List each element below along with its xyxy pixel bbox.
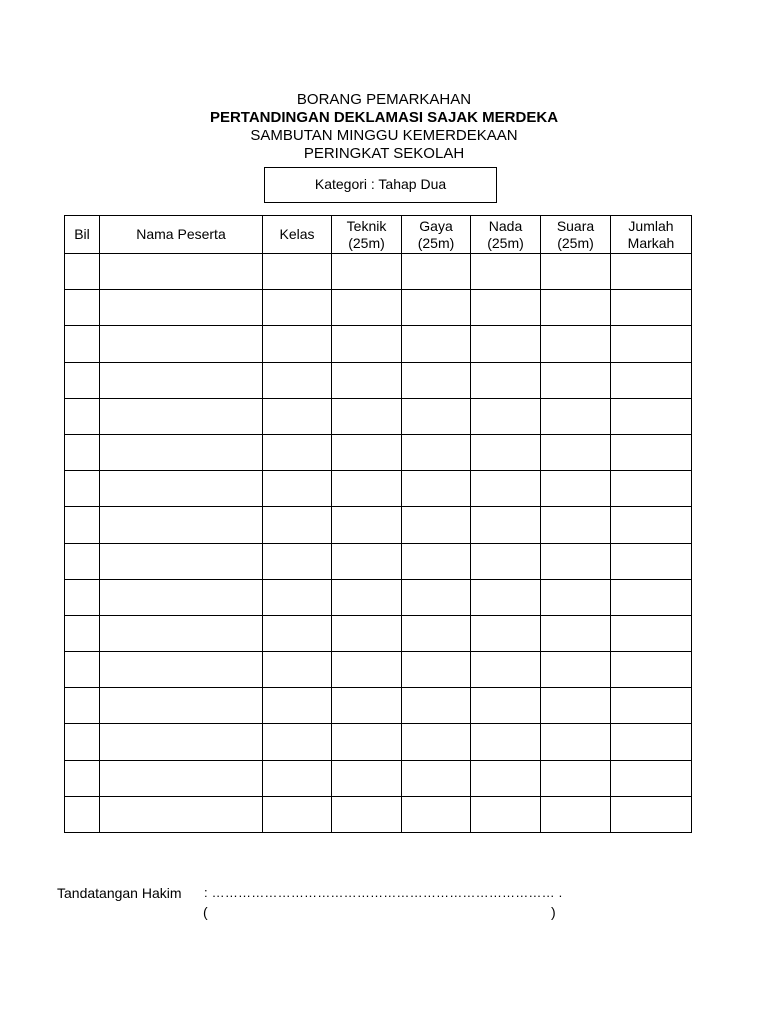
table-cell[interactable]: [65, 290, 100, 326]
table-row: [65, 434, 692, 470]
table-cell[interactable]: [263, 471, 332, 507]
competition-title: PERTANDINGAN DEKLAMASI SAJAK MERDEKA: [209, 109, 559, 126]
table-row: [65, 688, 692, 724]
table-cell[interactable]: [541, 362, 611, 398]
table-cell[interactable]: [100, 615, 263, 651]
table-cell[interactable]: [471, 796, 541, 832]
table-cell[interactable]: [65, 579, 100, 615]
table-cell[interactable]: [541, 290, 611, 326]
table-cell[interactable]: [611, 724, 692, 760]
table-cell[interactable]: [100, 796, 263, 832]
table-cell[interactable]: [100, 724, 263, 760]
table-cell[interactable]: [332, 326, 402, 362]
table-cell[interactable]: [471, 326, 541, 362]
table-cell[interactable]: [263, 760, 332, 796]
table-cell[interactable]: [402, 796, 471, 832]
table-cell[interactable]: [100, 543, 263, 579]
table-cell[interactable]: [402, 398, 471, 434]
table-cell[interactable]: [402, 254, 471, 290]
table-cell[interactable]: [611, 507, 692, 543]
col-kelas: Kelas: [263, 216, 332, 254]
table-cell[interactable]: [541, 652, 611, 688]
table-cell[interactable]: [541, 471, 611, 507]
table-cell[interactable]: [611, 543, 692, 579]
table-cell[interactable]: [332, 254, 402, 290]
table-cell[interactable]: [541, 760, 611, 796]
header-row: [65, 216, 692, 254]
table-cell[interactable]: [332, 688, 402, 724]
table-row: [65, 579, 692, 615]
table-cell[interactable]: [332, 760, 402, 796]
table-cell[interactable]: [611, 362, 692, 398]
table-row: [65, 362, 692, 398]
table-cell[interactable]: [100, 507, 263, 543]
table-row: [65, 398, 692, 434]
table-cell[interactable]: [471, 507, 541, 543]
table-cell[interactable]: [402, 579, 471, 615]
table-cell[interactable]: [332, 362, 402, 398]
table-cell[interactable]: [100, 254, 263, 290]
table-cell[interactable]: [471, 471, 541, 507]
table-cell[interactable]: [402, 362, 471, 398]
table-cell[interactable]: [541, 796, 611, 832]
table-cell[interactable]: [65, 326, 100, 362]
table-cell[interactable]: [65, 615, 100, 651]
col-suara: Suara (25m): [541, 216, 611, 254]
table-row: [65, 615, 692, 651]
table-cell[interactable]: [100, 760, 263, 796]
table-cell[interactable]: [65, 724, 100, 760]
table-cell[interactable]: [611, 688, 692, 724]
table-cell[interactable]: [611, 326, 692, 362]
table-cell[interactable]: [263, 615, 332, 651]
table-cell[interactable]: [402, 760, 471, 796]
table-cell[interactable]: [100, 652, 263, 688]
table-cell[interactable]: [611, 652, 692, 688]
table-cell[interactable]: [471, 688, 541, 724]
table-cell[interactable]: [263, 724, 332, 760]
name-close-paren: ): [551, 904, 556, 920]
table-cell[interactable]: [263, 290, 332, 326]
table-cell[interactable]: [100, 688, 263, 724]
table-cell[interactable]: [332, 579, 402, 615]
name-open-paren: (: [203, 904, 208, 920]
table-cell[interactable]: [332, 434, 402, 470]
table-cell[interactable]: [402, 471, 471, 507]
table-row: [65, 290, 692, 326]
col-teknik: Teknik (25m): [332, 216, 402, 254]
col-bil: Bil: [65, 216, 100, 254]
table-cell[interactable]: [541, 434, 611, 470]
table-cell[interactable]: [65, 398, 100, 434]
table-cell[interactable]: [611, 471, 692, 507]
table-cell[interactable]: [332, 724, 402, 760]
table-cell[interactable]: [332, 398, 402, 434]
table-cell[interactable]: [263, 579, 332, 615]
signature-label: Tandatangan Hakim: [57, 885, 182, 901]
table-row: [65, 796, 692, 832]
table-cell[interactable]: [263, 362, 332, 398]
table-cell[interactable]: [65, 362, 100, 398]
table-cell[interactable]: [471, 362, 541, 398]
table-cell[interactable]: [402, 326, 471, 362]
table-cell[interactable]: [100, 398, 263, 434]
table-row: [65, 507, 692, 543]
table-cell[interactable]: [471, 434, 541, 470]
table-cell[interactable]: [541, 254, 611, 290]
table-cell[interactable]: [402, 543, 471, 579]
table-cell[interactable]: [611, 254, 692, 290]
table-cell[interactable]: [263, 796, 332, 832]
table-cell[interactable]: [65, 543, 100, 579]
table-cell[interactable]: [65, 760, 100, 796]
table-cell[interactable]: [100, 434, 263, 470]
table-cell[interactable]: [65, 434, 100, 470]
table-row: [65, 543, 692, 579]
table-cell[interactable]: [263, 254, 332, 290]
event-subtitle: SAMBUTAN MINGGU KEMERDEKAAN: [250, 127, 518, 144]
table-row: [65, 724, 692, 760]
col-nada: Nada (25m): [471, 216, 541, 254]
table-cell[interactable]: [541, 579, 611, 615]
table-cell[interactable]: [541, 507, 611, 543]
table-cell[interactable]: [332, 543, 402, 579]
table-cell[interactable]: [263, 507, 332, 543]
table-cell[interactable]: [611, 290, 692, 326]
table-cell[interactable]: [402, 724, 471, 760]
table-cell[interactable]: [402, 615, 471, 651]
table-row: [65, 652, 692, 688]
table-cell[interactable]: [263, 398, 332, 434]
table-cell[interactable]: [541, 615, 611, 651]
table-cell[interactable]: [65, 688, 100, 724]
table-row: [65, 760, 692, 796]
table-cell[interactable]: [611, 760, 692, 796]
table-cell[interactable]: [541, 326, 611, 362]
table-cell[interactable]: [65, 507, 100, 543]
form-title: BORANG PEMARKAHAN: [296, 91, 472, 108]
table-cell[interactable]: [263, 652, 332, 688]
table-row: [65, 326, 692, 362]
table-cell[interactable]: [471, 724, 541, 760]
table-cell[interactable]: [402, 434, 471, 470]
table-cell[interactable]: [541, 543, 611, 579]
table-cell[interactable]: [402, 688, 471, 724]
table-cell[interactable]: [332, 796, 402, 832]
table-cell[interactable]: [471, 543, 541, 579]
table-cell[interactable]: [471, 254, 541, 290]
col-nama-peserta: Nama Peserta: [100, 216, 263, 254]
table-cell[interactable]: [541, 688, 611, 724]
table-cell[interactable]: [541, 724, 611, 760]
table-cell[interactable]: [332, 290, 402, 326]
table-row: [65, 254, 692, 290]
table-cell[interactable]: [471, 290, 541, 326]
score-table: [64, 215, 692, 833]
col-gaya: Gaya (25m): [402, 216, 471, 254]
table-cell[interactable]: [65, 796, 100, 832]
table-cell[interactable]: [611, 579, 692, 615]
table-cell[interactable]: [541, 398, 611, 434]
table-cell[interactable]: [65, 652, 100, 688]
table-cell[interactable]: [471, 652, 541, 688]
table-cell[interactable]: [65, 254, 100, 290]
table-row: [65, 471, 692, 507]
col-jumlah-markah: Jumlah Markah: [611, 216, 692, 254]
table-cell[interactable]: [611, 434, 692, 470]
score-table-body: [65, 254, 692, 833]
table-cell[interactable]: [100, 579, 263, 615]
table-cell[interactable]: [471, 398, 541, 434]
table-cell[interactable]: [263, 688, 332, 724]
table-cell[interactable]: [100, 326, 263, 362]
table-cell[interactable]: [100, 290, 263, 326]
table-cell[interactable]: [332, 652, 402, 688]
table-cell[interactable]: [611, 398, 692, 434]
table-cell[interactable]: [402, 507, 471, 543]
level-subtitle: PERINGKAT SEKOLAH: [303, 145, 465, 162]
table-cell[interactable]: [402, 290, 471, 326]
table-cell[interactable]: [263, 543, 332, 579]
table-cell[interactable]: [471, 615, 541, 651]
table-cell[interactable]: [611, 796, 692, 832]
table-cell[interactable]: [471, 760, 541, 796]
table-cell[interactable]: [332, 507, 402, 543]
table-cell[interactable]: [65, 471, 100, 507]
signature-line: : …………………………………………………………………… .: [204, 885, 563, 900]
table-cell[interactable]: [471, 579, 541, 615]
category-box: Kategori : Tahap Dua: [264, 167, 497, 203]
table-cell[interactable]: [263, 434, 332, 470]
table-cell[interactable]: [402, 652, 471, 688]
table-cell[interactable]: [611, 615, 692, 651]
table-cell[interactable]: [100, 471, 263, 507]
table-cell[interactable]: [332, 471, 402, 507]
table-cell[interactable]: [263, 326, 332, 362]
table-cell[interactable]: [100, 362, 263, 398]
table-cell[interactable]: [332, 615, 402, 651]
